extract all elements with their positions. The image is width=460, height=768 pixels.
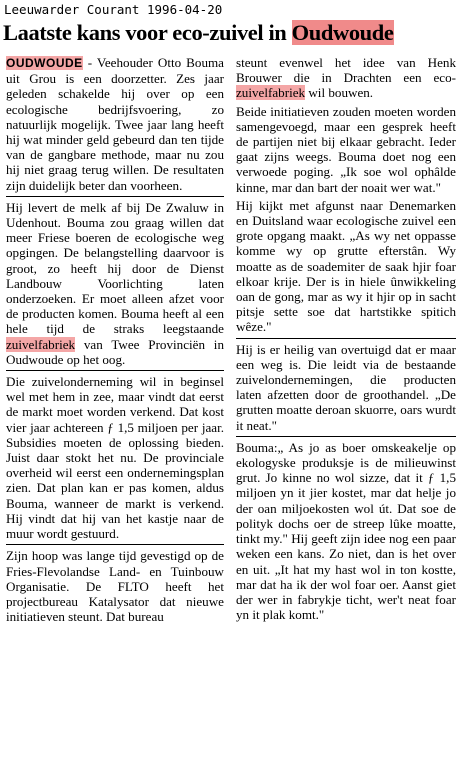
paragraph: Zijn hoop was lange tijd gevestigd op de Fries-Flevolandse Land- en Tuinbouw Organisatie. De FLTO heeft het projectbureau Katalysator dat nieuwe initiatieven steunt. Dat bureau (6, 548, 224, 625)
paragraph: Hij kijkt met afgunst naar Denemarken en Duitsland waar ecologische zuivel een grote opgang maakt. „As wy net oppasse komme wy op grutte efterstân. Wy moatte as de soademiter de saak hjir foar elkoar krije. Der is in hiele ûnwikkeling oan de gong, mar as wy it hjir op in sacht pitsje sette soe dat hartstikke spitich wêze." (236, 197, 456, 335)
headline-text: Laatste kans voor eco-zuivel in (3, 20, 292, 45)
divider (236, 436, 456, 437)
left-column (6, 55, 224, 627)
right-column (236, 55, 456, 625)
headline (3, 20, 459, 46)
divider (6, 196, 224, 197)
paragraph: Die zuivelonderneming wil in beginsel wel met hem in zee, maar vindt dat eerst de markt moet worden verkend. Dat kost vier jaar achtereen ƒ 1,5 miljoen per jaar. Subsidies moeten de oplossing bieden. Juist daar stokt het nu. De provinciale overheid wil eerst een ondernemingsplan zien. Dat plan kan er pas komen, aldus Bouma, wanneer de markt is verkend. Hij vindt dat hij van het kastje naar de muur wordt gestuurd. (6, 374, 224, 542)
paragraph: Hij is er heilig van overtuigd dat er maar een weg is. Die leidt via de bestaande zuivelondernemingen, die producten laten afzetten door de groothandel. „De grutten moatte deroan skuorre, oars wurdt it neat." (236, 341, 456, 433)
dateline-kicker: OUDWOUDE (6, 56, 83, 70)
paragraph: Bouma:„ As jo as boer omskeakelje op ekologyske produksje is de milieuwinst grut. Jo kinne no wol sizze, dat it ƒ 1,5 miljoen yn it jier kostet, mar dat helje jo der oan miljoekosten wol út. Dat soe de polityk dochs oer de streep lûke moatte, tinkt my." Hij geeft zijn idee nog een paar weken een kans. Zo niet, dan is het over en uit. „It hat my hast wol in ton kostte, mar dat ha ik der wol foar oer. Aanst giet der wer in fabrykje ticht, wer't neat foar yn it plak komt." (236, 439, 456, 623)
paragraph-text: steunt evenwel het idee van Henk Brouwer die in Drachten een eco- (236, 55, 456, 86)
source-line: Leeuwarder Courant 1996-04-20 (4, 2, 223, 17)
divider (236, 338, 456, 339)
paragraph-text: wil bouwen. (305, 85, 374, 101)
headline-highlight: Oudwoude (291, 20, 394, 45)
paragraph (236, 55, 456, 101)
paragraph-text: - Veehouder Otto Bouma uit Grou is een doorzetter. Zes jaar geleden schakelde hij over op een ecologische bedrijfsvoering, zo natuurlijk mogelijk. Twee jaar lang heeft hij wat minder geld gebeurd dan ten tijde van de gangbare methode, maar nu zou hij niet graag terug willen. De resultaten zijn duidelijk beter dan voorheen. (6, 55, 224, 193)
paragraph-text: Hij levert de melk af bij De Zwaluw in Udenhout. Bouma zou graag willen dat meer Friese boeren de ecologische weg opgingen. De belangstelling daarvoor is groot, zo heeft hij door de Dienst Landbouw Voorlichting laten onderzoeken. Er moet alleen afzet voor de producten komen. Bouma heeft al een hele tijd de straks leegstaande (6, 199, 224, 337)
paragraph (6, 55, 224, 193)
paragraph-text: van Twee Provinciën in Oudwoude op het oog. (6, 336, 224, 367)
search-highlight: zuivelfabriek (236, 85, 306, 101)
divider (6, 544, 224, 545)
search-highlight: zuivelfabriek (6, 336, 76, 352)
divider (6, 370, 224, 371)
paragraph (6, 200, 224, 367)
paragraph: Beide initiatieven zouden moeten worden samengevoegd, maar een gesprek heeft de partijen niet bij elkaar gebracht. Ieder gaat zijns weegs. Bouma doet nog een verwoede poging. „Ik soe wol ophâlde kinne, mar dan bart der noait wer wat." (236, 103, 456, 195)
